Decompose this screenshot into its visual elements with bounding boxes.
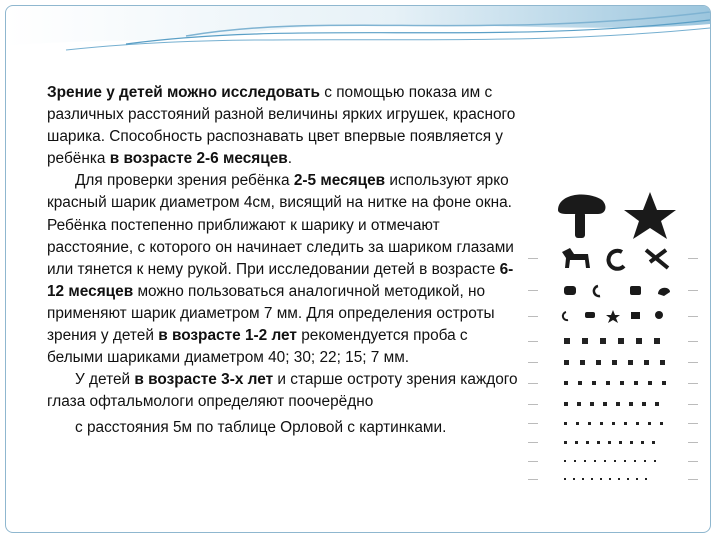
emphasis-text: 6-12 месяцев — [47, 260, 514, 300]
horse-icon — [631, 312, 640, 319]
text-span: с помощью показа им с различных расстояний разной величины ярких игрушек, красного шарика. Способность распознавать цвет впервые появляется у ребёнка — [47, 84, 516, 168]
elephant-icon — [564, 286, 576, 295]
text-span: с расстояния 5м по таблице Орловой с картинками. — [75, 419, 447, 437]
symbol-row-6 — [564, 360, 665, 365]
text-span: и старше остроту зрения каждого глаза офтальмологи определяют поочерёдно — [47, 371, 518, 411]
symbol-row-8 — [564, 402, 659, 406]
star-icon — [624, 192, 676, 239]
horse-icon — [562, 248, 590, 268]
mushroom-icon — [558, 195, 605, 238]
text-span: используют ярко красный шарик диаметром 4см, висящий на нитке на фоне окна. Ребёнка постепенно приближают к шарику и отмечают расстояние, с которого он начинает следить за шариком глазами или тянется к нему рукой. При исследовании детей в возрасте — [47, 172, 514, 278]
text-span: . — [287, 150, 293, 168]
emphasis-text: в возрасте 2-6 месяцев — [109, 150, 288, 168]
symbol-row-9 — [564, 422, 663, 425]
emphasis-text: в возрасте 1-2 лет — [158, 327, 297, 345]
star-icon — [606, 310, 620, 323]
ring-icon — [608, 251, 624, 269]
paragraph-1 — [47, 82, 519, 170]
body-text — [47, 82, 519, 440]
orlova-vision-chart — [518, 182, 710, 522]
bird-hook-icon — [646, 250, 668, 268]
symbol-row-11 — [564, 460, 656, 462]
mushroom-icon — [655, 311, 663, 319]
emphasis-text: 2-5 месяцев — [293, 172, 386, 190]
emphasis-text: Зрение у детей можно исследовать — [47, 84, 320, 101]
emphasis-text: в возрасте 3-х лет — [134, 371, 274, 389]
symbol-row-7 — [564, 381, 666, 385]
car-icon — [585, 312, 595, 318]
symbol-row-12 — [564, 478, 647, 480]
ring-icon — [563, 312, 568, 320]
paragraph-3 — [47, 369, 519, 439]
side-scale-markers — [528, 258, 698, 480]
duck-icon — [658, 288, 670, 296]
text-span: рекомендуется проба с белыми шариками диаметром 40; 30; 22; 15; 7 мм. — [47, 327, 468, 367]
text-span: можно пользоваться аналогичной методикой, но применяют шарик диаметром 7 мм. Для определения остроты зрения у детей — [47, 282, 495, 345]
vision-chart-figure — [518, 182, 710, 522]
text-span: Для проверки зрения ребёнка — [75, 172, 294, 190]
text-span: У детей — [75, 371, 135, 389]
paragraph-2 — [47, 170, 519, 369]
symbol-row-5 — [564, 338, 660, 344]
ring-icon — [594, 286, 600, 296]
symbol-row-10 — [564, 441, 655, 444]
cart-icon — [630, 286, 641, 295]
